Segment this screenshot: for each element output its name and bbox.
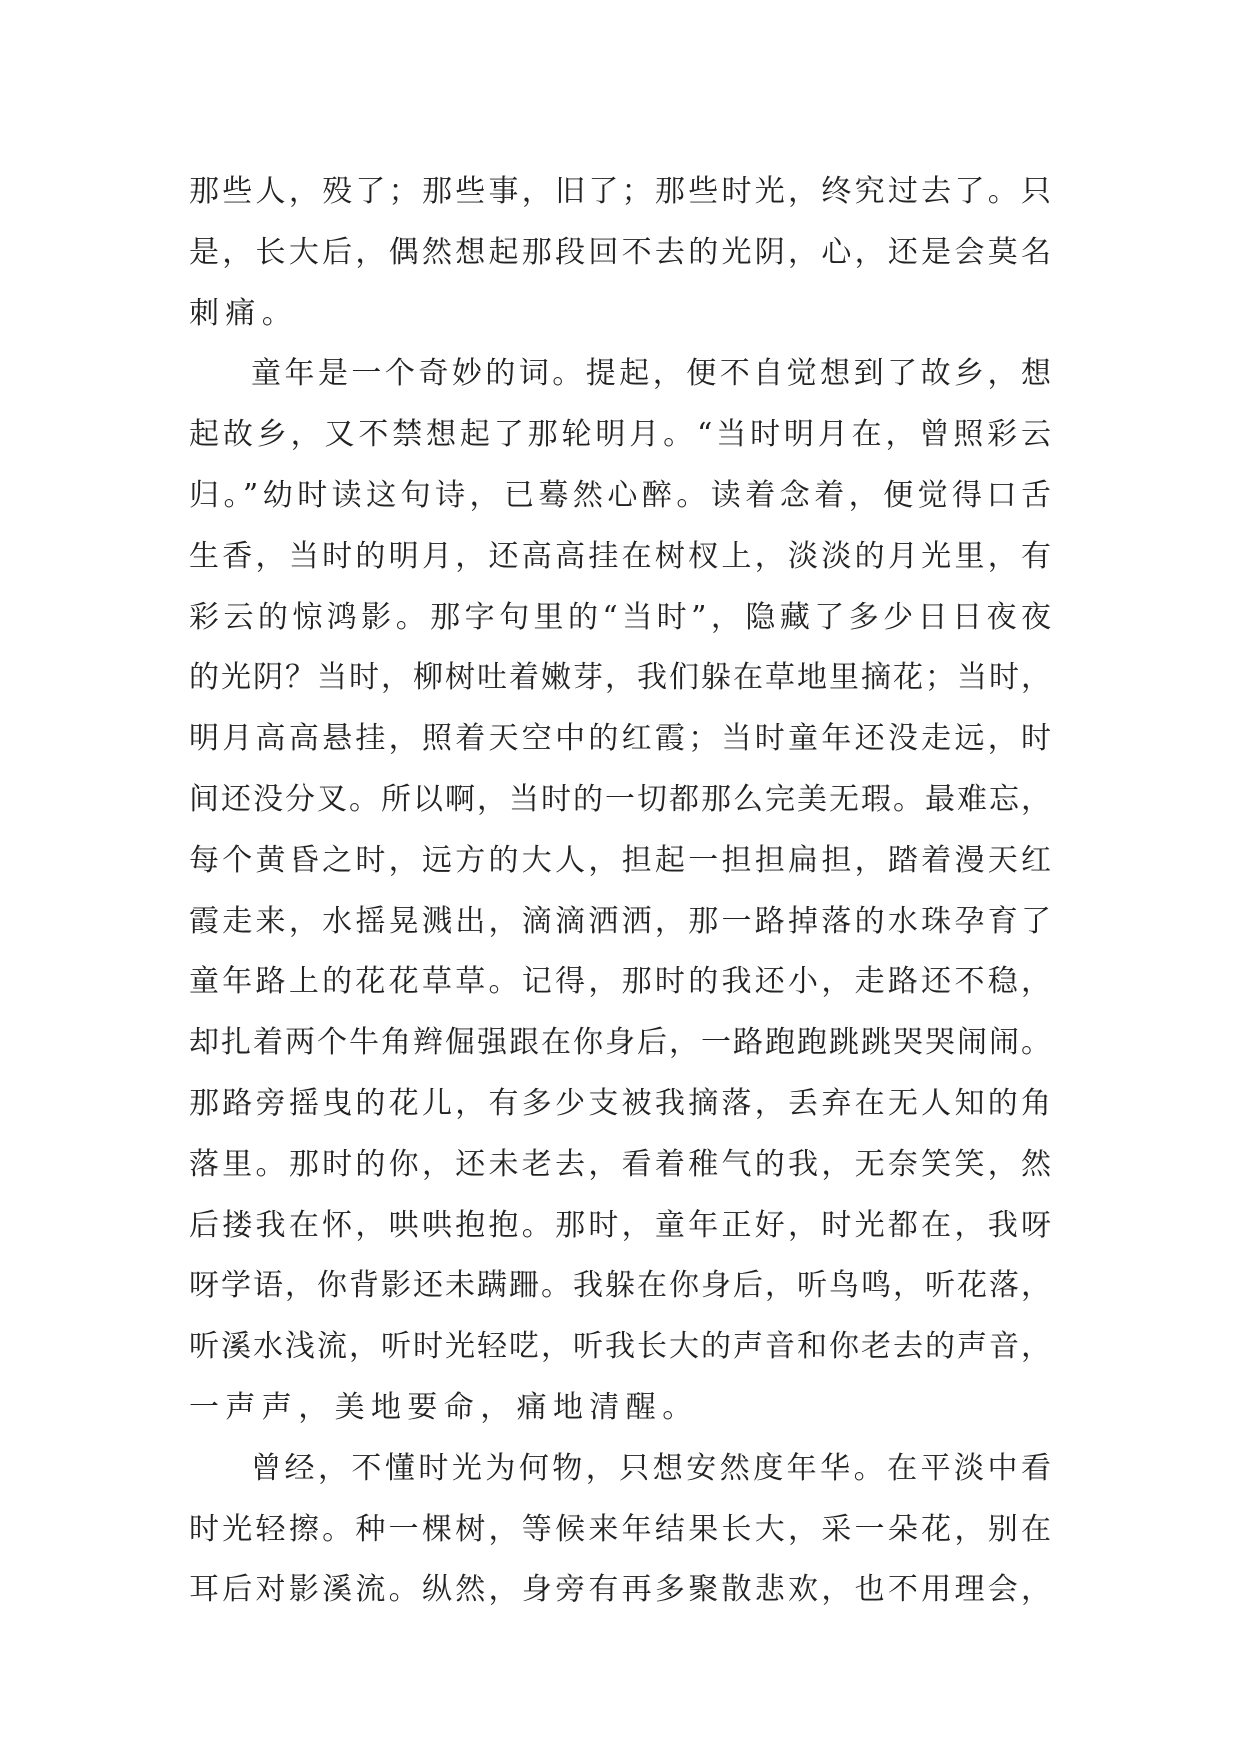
- text-line: 生香，当时的明月，还高高挂在树杈上，淡淡的月光里，有: [189, 538, 1051, 574]
- text-line: 每个黄昏之时，远方的大人，担起一担担扁担，踏着漫天红: [189, 842, 1051, 878]
- text-line: 耳后对影溪流。纵然，身旁有再多聚散悲欢，也不用理会，: [189, 1572, 1051, 1608]
- text-line: 童年是一个奇妙的词。提起，便不自觉想到了故乡，想: [251, 356, 1051, 392]
- text-line: 一声声，美地要命，痛地清醒。: [189, 1389, 699, 1425]
- text-line: 时光轻擦。种一棵树，等候来年结果长大，采一朵花，别在: [189, 1511, 1051, 1547]
- text-line: 听溪水浅流，听时光轻呓，听我长大的声音和你老去的声音，: [189, 1329, 1051, 1365]
- text-line: 呀学语，你背影还未蹒跚。我躲在你身后，听鸟鸣，听花落，: [189, 1268, 1051, 1304]
- text-line: 归。”幼时读这句诗，已蓦然心醉。读着念着，便觉得口舌: [189, 477, 1051, 513]
- paragraph-2: [189, 344, 1051, 1438]
- paragraph-3: [189, 1439, 1051, 1621]
- text-line: 明月高高悬挂，照着天空中的红霞；当时童年还没走远，时: [189, 721, 1051, 757]
- text-line: 后搂我在怀，哄哄抱抱。那时，童年正好，时光都在，我呀: [189, 1207, 1051, 1243]
- text-line: 霞走来，水摇晃溅出，滴滴洒洒，那一路掉落的水珠孕育了: [189, 903, 1051, 939]
- text-line: 的光阴？当时，柳树吐着嫩芽，我们躲在草地里摘花；当时，: [189, 660, 1051, 696]
- text-line: 那路旁摇曳的花儿，有多少支被我摘落，丢弃在无人知的角: [189, 1085, 1051, 1121]
- text-line: 却扎着两个牛角辫倔强跟在你身后，一路跑跑跳跳哭哭闹闹。: [189, 1025, 1051, 1061]
- essay-body: [189, 162, 1051, 1621]
- paragraph-1: [189, 162, 1051, 344]
- text-line: 刺痛。: [189, 295, 299, 331]
- text-line: 间还没分叉。所以啊，当时的一切都那么完美无瑕。最难忘，: [189, 781, 1051, 817]
- text-line: 是，长大后，偶然想起那段回不去的光阴，心，还是会莫名: [189, 234, 1051, 270]
- text-line: 那些人，殁了；那些事，旧了；那些时光，终究过去了。只: [189, 174, 1051, 209]
- text-line: 童年路上的花花草草。记得，那时的我还小，走路还不稳，: [189, 964, 1051, 1000]
- text-line: 起故乡，又不禁想起了那轮明月。“当时明月在，曾照彩云: [189, 417, 1051, 453]
- text-line: 曾经，不懂时光为何物，只想安然度年华。在平淡中看: [251, 1450, 1051, 1486]
- text-line: 落里。那时的你，还未老去，看着稚气的我，无奈笑笑，然: [189, 1146, 1051, 1182]
- text-line: 彩云的惊鸿影。那字句里的“当时”，隐藏了多少日日夜夜: [189, 599, 1051, 635]
